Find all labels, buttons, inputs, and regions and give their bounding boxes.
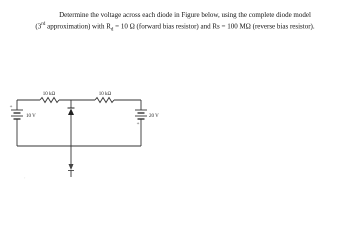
resistor-2 <box>95 98 114 103</box>
resistor-1-label: 10 kΩ <box>42 92 56 97</box>
battery-10v-plus: + <box>9 105 13 110</box>
battery-20v-label: 20 V <box>149 114 159 119</box>
battery-10v <box>11 110 23 119</box>
line2-superscript: rd <box>41 22 46 27</box>
scan-artifact-mark: , <box>24 174 26 180</box>
battery-20v <box>135 110 147 119</box>
diode-lower <box>68 164 74 171</box>
battery-10v-label: 10 V <box>26 114 36 119</box>
line2-subscript: d <box>110 27 114 33</box>
question-line-1: Determine the voltage across each diode in Figure below, using the complete diode model <box>59 11 311 19</box>
battery-20v-plus: + <box>136 122 140 127</box>
diode-upper <box>68 108 75 115</box>
line2-mid: approximation) with R <box>45 22 111 31</box>
resistor-1 <box>40 98 59 103</box>
resistor-2-label: 10 kΩ <box>98 92 112 97</box>
line2-rest: = 10 Ω (forward bias resistor) and Rs = 100 MΩ (reverse bias resistor). <box>113 22 315 31</box>
line2-prefix: (3 <box>35 22 42 31</box>
